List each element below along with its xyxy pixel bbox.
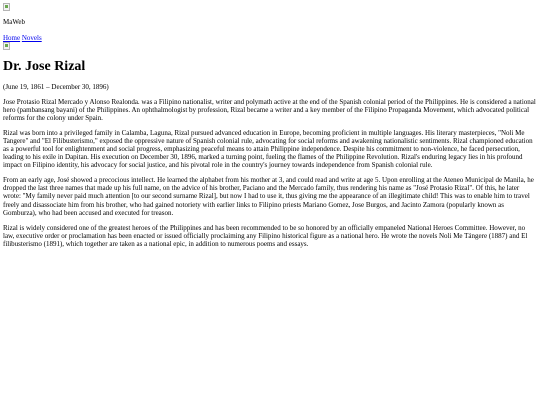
- article-paragraph-3: From an early age, José showed a precocious intellect. He learned the alphabet from his mother at 3, and could read and write at age 5. Upon enrolling at the Ateneo Municipal de Manila, he dropped the last three names that made up his full name, on the advice of his brother, Paciano and the Mercado family, thus rendering his name as "José Protasio Rizal". Of this, he later wrote: "My family never paid much attention [to our second surname Rizal], but now I had to use it, thus giving me the appearance of an illegitimate child! This was to enable him to travel freely and disassociate him from his brother, who had gained notoriety with earlier links to Filipino priests Mariano Gomez, Jose Burgos, and Jacinto Zamora (popularly known as Gomburza), who had been accused and executed for treason.: [3, 176, 534, 217]
- site-brand: MaWeb: [3, 18, 25, 27]
- nav-image-row: [3, 42, 537, 50]
- top-nav: [3, 34, 537, 42]
- article-paragraph-2: Rizal was born into a privileged family in Calamba, Laguna, Rizal pursued advanced education in Europe, becoming proficient in multiple languages. His literary masterpieces, "Noli Me Tangere" and "El Filibusterismo," exposed the oppressive nature of Spanish colonial rule, advocating for social reforms and awakening nationalistic sentiments. Rizal championed education as a powerful tool for enlightenment and social progress, emphasizing peaceful means to attain Philippine independence. Despite his commitment to non-violence, he faced persecution, leading to his exile in Dapitan. His execution on December 30, 1896, marked a turning point, fueling the flames of the Philippine Revolution. Rizal's enduring legacy lies in his profound impact on Filipino identity, his advocacy for social justice, and his pivotal role in the country's journey towards independence from Spanish colonial rule.: [3, 129, 533, 170]
- logo-broken-image-icon: [3, 3, 10, 11]
- article-paragraph-1: Jose Protasio Rizal Mercado y Alonso Realonda. was a Filipino nationalist, writer and polymath active at the end of the Spanish colonial period of the Philippines. He is considered a national hero (pambansang bayani) of the Philippines. An ophthalmologist by profession, Rizal became a writer and a key member of the Filipino Propaganda Movement, which advocated political reforms for the colony under Spain.: [3, 97, 536, 123]
- broken-image-icon: [3, 42, 10, 50]
- nav-link-novels[interactable]: Novels: [21, 34, 42, 43]
- life-dates: (June 19, 1861 – December 30, 1896): [3, 82, 109, 91]
- nav-link-home[interactable]: Home: [3, 34, 21, 43]
- page-title: Dr. Jose Rizal: [3, 59, 86, 75]
- article: [3, 59, 537, 248]
- header: [3, 3, 537, 26]
- article-paragraph-4: Rizal is widely considered one of the greatest heroes of the Philippines and has been recommended to be so honored by an officially empaneled National Heroes Committee. However, no law, executive order or proclamation has been enacted or issued officially proclaiming any Filipino historical figure as a national hero. He wrote the novels Noli Me Tángere (1887) and El filibusterismo (1891), which together are taken as a national epic, in addition to numerous poems and essays.: [3, 223, 528, 248]
